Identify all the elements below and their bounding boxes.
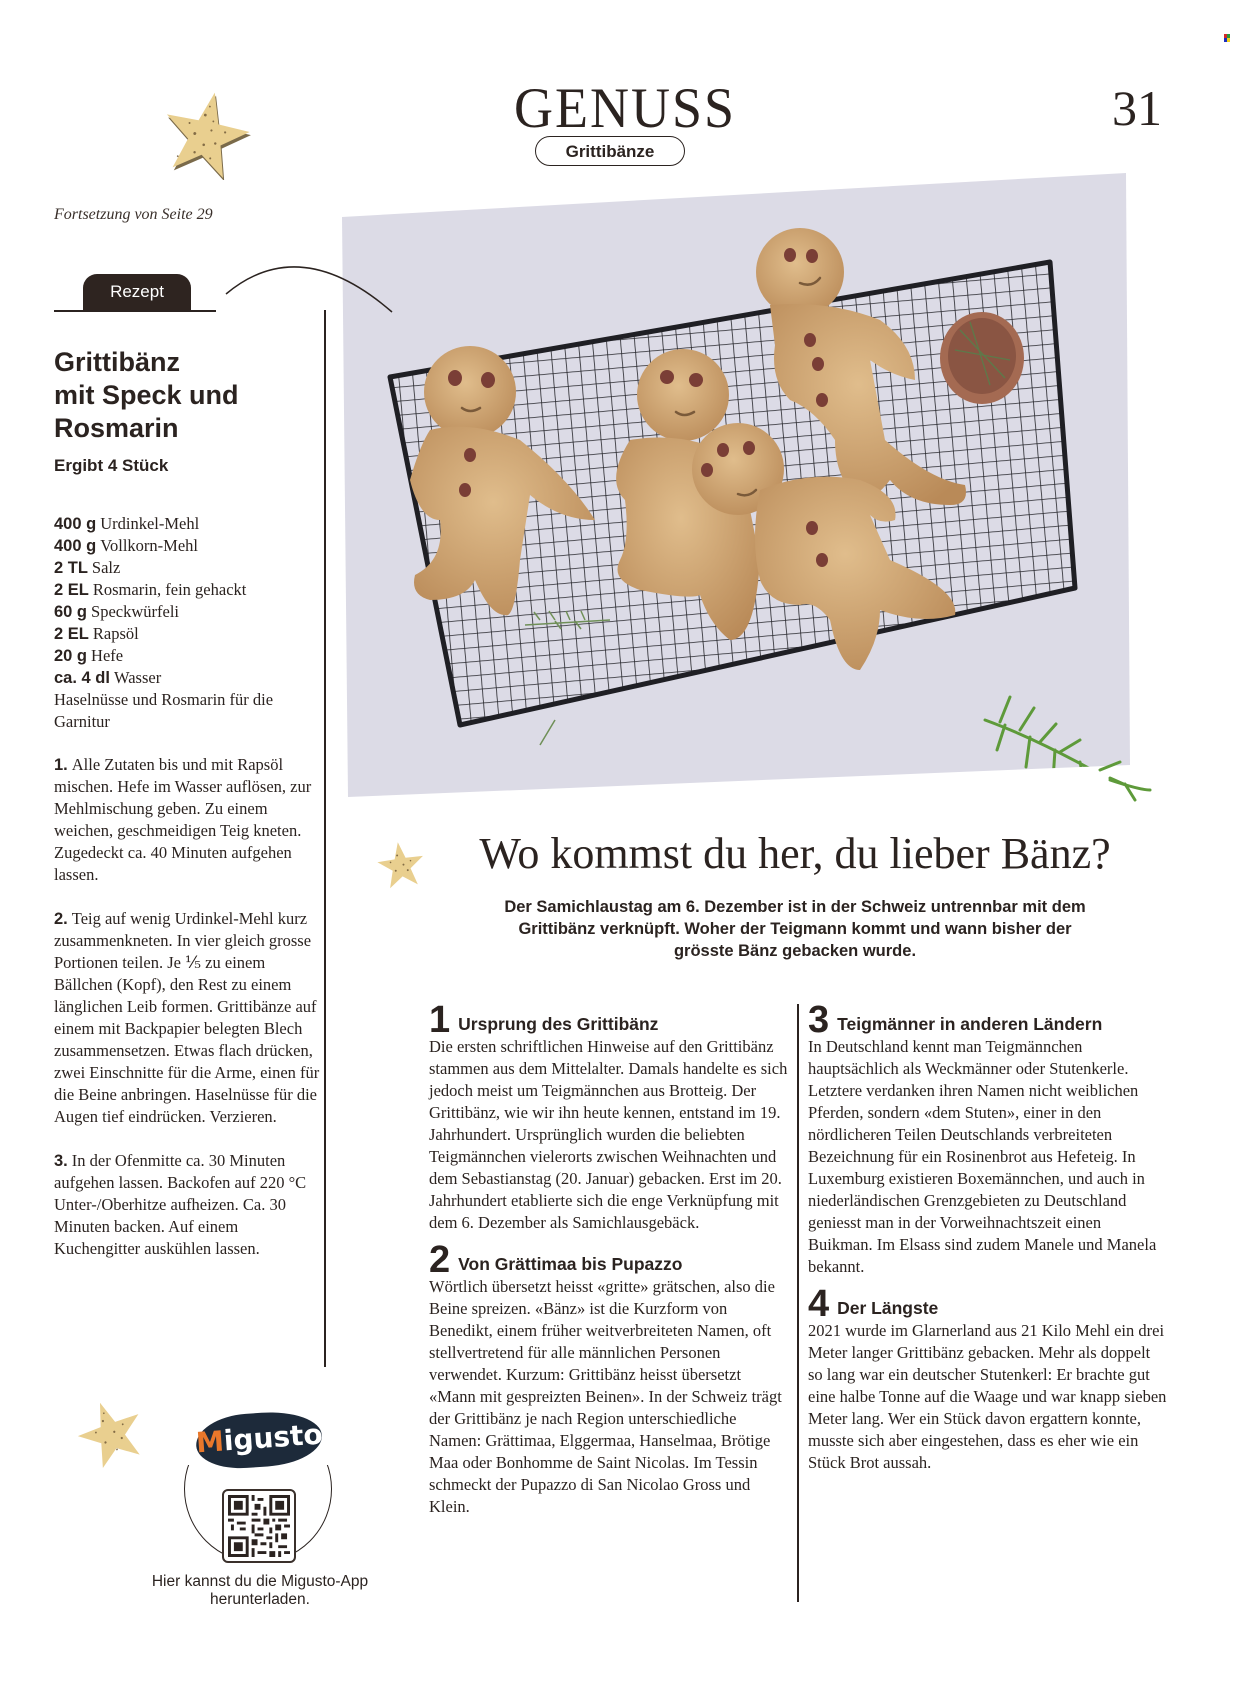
- ingredient-name: Hefe: [91, 646, 124, 665]
- recipe-step: [54, 908, 324, 1128]
- step-number: 1.: [54, 756, 68, 774]
- section-body: Die ersten schriftlichen Hinweise auf den Grittibänz stammen aus dem Mittelalter. Damals handelte es sich jedoch meist um Teigmännchen aus Brotteig. Der Grittibänz, wie wir ihn heute kennen, entstand im 19. Jahrhundert. Ursprünglich wurden die beliebten Teigmännchen vielerorts zwischen Weihnachten und dem Sebastianstag (20. Januar) gebacken. Erst im 20. Jahrhundert etablierte sich die enge Verknüpfung mit dem 6. Dezember als Samichlausgebäck.: [429, 1037, 788, 1232]
- recipe-title-line: Rosmarin: [54, 413, 179, 443]
- ingredient-item: [54, 557, 324, 579]
- ingredient-qty: 2 TL: [54, 559, 88, 577]
- article-column-left: [429, 999, 789, 1528]
- topic-tag: Grittibänze: [535, 136, 685, 166]
- section-number: 3: [808, 999, 830, 1041]
- recipe-tab: Rezept: [83, 274, 191, 310]
- section-number: 2: [429, 1239, 451, 1281]
- logo-letter: M: [194, 1424, 226, 1460]
- recipe-rule: [54, 310, 216, 312]
- ingredient-list: [54, 513, 324, 733]
- section-title: GENUSS: [513, 76, 737, 140]
- ingredient-item: [54, 535, 324, 557]
- recipe-title-line: mit Speck und: [54, 380, 239, 410]
- page-number: 31: [1112, 80, 1162, 136]
- ingredient-item: [54, 579, 324, 601]
- ingredient-name: Speckwürfeli: [91, 602, 180, 621]
- ingredient-item: [54, 623, 324, 645]
- article-headline: Wo kommst du her, du lieber Bänz?: [479, 829, 1111, 878]
- section-title: Ursprung des Grittibänz: [458, 1014, 659, 1034]
- ingredient-item: [54, 601, 324, 623]
- ingredient-name: Vollkorn-Mehl: [100, 536, 198, 555]
- section-body: In Deutschland kennt man Teigmännchen hauptsächlich als Weckmänner oder Stutenkerle. Letztere verdanken ihren Namen nicht weiblichen Pferden, sondern «dem Stuten», einer in den nördlicheren Teilen Deutschlands verbreiteten Bezeichnung für ein Rosinenbrot aus Hefeteig. In Luxemburg existieren Boxemännchen, und auch in niederländischen Grenzgebieten zu Deutschland geniesst man in der Vorweihnachtszeit einen Buikman. Im Elsass sind zudem Manele und Manela bekannt.: [808, 1037, 1157, 1276]
- ingredient-name: Wasser: [113, 668, 162, 687]
- star-icon: [160, 88, 252, 180]
- migusto-caption: Hier kannst du die Migusto-App herunterladen.: [151, 1573, 369, 1608]
- article-section: [429, 1239, 789, 1518]
- article-section: [429, 999, 789, 1234]
- ingredient-qty: 20 g: [54, 647, 88, 665]
- recipe-title-line: Grittibänz: [54, 347, 180, 377]
- ingredient-qty: 400 g: [54, 537, 97, 555]
- step-number: 3.: [54, 1152, 68, 1170]
- print-color-mark: [1224, 34, 1230, 42]
- section-number: 1: [429, 999, 451, 1041]
- recipe-step: [54, 1150, 324, 1260]
- section-title: Teigmänner in anderen Ländern: [837, 1014, 1103, 1034]
- ingredient-qty: 400 g: [54, 515, 97, 533]
- qr-code[interactable]: [222, 1489, 296, 1563]
- ingredient-item: [54, 645, 324, 667]
- ingredient-item: [54, 667, 324, 689]
- ingredient-name: Urdinkel-Mehl: [100, 514, 200, 533]
- ingredient-name: Salz: [91, 558, 121, 577]
- step-number: 2.: [54, 910, 68, 928]
- ingredient-name: Rapsöl: [92, 624, 139, 643]
- article-section: [808, 999, 1168, 1278]
- recipe-title: [54, 346, 314, 445]
- ingredient-name: Rosmarin, fein gehackt: [92, 580, 247, 599]
- logo-text: igusto: [222, 1417, 324, 1458]
- continuation-note: Fortsetzung von Seite 29: [54, 206, 213, 223]
- section-title: Der Längste: [837, 1298, 939, 1318]
- section-body: Wörtlich übersetzt heisst «gritte» grätschen, also die Beine spreizen. «Bänz» ist die Kurzform von Benedikt, einem früher weitverbreiteten Namen, oft stellvertretend für alle männlichen Personen verwendet. Kurzum: Grittibänz heisst übersetzt «Mann mit gespreizten Beinen». In der Schweiz trägt der Grittibänz je nach Region unterschiedliche Namen: Grättimaa, Elggermaa, Hanselmaa, Brötige Maa oder Bonhomme de Saint Nicolas. Im Tessin schmeckt der Pupazzo di San Nicolao Gross und Klein.: [429, 1277, 782, 1516]
- article-section: [808, 1283, 1168, 1474]
- article-lead: Der Samichlaustag am 6. Dezember ist in der Schweiz untrennbar mit dem Grittibänz verknüpft. Woher der Teigmann kommt und wann bisher der grösste Bänz gebacken wurde.: [504, 898, 1086, 960]
- ingredient-item: [54, 689, 324, 733]
- recipe-yield: Ergibt 4 Stück: [54, 456, 169, 475]
- ingredient-qty: 2 EL: [54, 581, 89, 599]
- recipe-steps: [54, 754, 324, 1282]
- step-text: In der Ofenmitte ca. 30 Minuten aufgehen lassen. Backofen auf 220 °C Unter-/Oberhitze aufheizen. Ca. 30 Minuten backen. Auf einem Kuchengitter auskühlen lassen.: [54, 1151, 307, 1258]
- section-title: Von Grättimaa bis Pupazzo: [458, 1254, 683, 1274]
- section-body: 2021 wurde im Glarnerland aus 21 Kilo Mehl ein drei Meter langer Grittibänz gebacken. Mehr als doppelt so lang war ein deutscher Stutenkerl: Er brachte gut eine halbe Tonne auf die Waage und war knapp sieben Meter lang. Wer ein Stück davon ergattern konnte, musste sich aber eingestehen, dass es eher wie ein Stück Brot aussah.: [808, 1321, 1167, 1472]
- qr-code-icon: [228, 1495, 290, 1557]
- ingredient-qty: 2 EL: [54, 625, 89, 643]
- ingredient-item: [54, 513, 324, 535]
- ingredient-name: Haselnüsse und Rosmarin für die Garnitur: [54, 690, 274, 731]
- ingredient-qty: ca. 4 dl: [54, 669, 110, 687]
- recipe-step: [54, 754, 324, 886]
- star-icon: [76, 1398, 146, 1468]
- column-divider: [797, 1004, 799, 1602]
- column-divider: [324, 310, 326, 1367]
- ingredient-qty: 60 g: [54, 603, 88, 621]
- step-text: Alle Zutaten bis und mit Rapsöl mischen. Hefe im Wasser auflösen, zur Mehlmischung geben. Zu einem weichen, geschmeidigen Teig kneten. Zugedeckt ca. 40 Minuten aufgehen lassen.: [54, 755, 312, 884]
- section-number: 4: [808, 1283, 830, 1325]
- step-text: Teig auf wenig Urdinkel-Mehl kurz zusammenkneten. In vier gleich grosse Portionen teilen. Je ⅕ zu einem Bällchen (Kopf), den Rest zu einem länglichen Leib formen. Grittibänze auf einem mit Backpapier belegten Blech zusammensetzen. Etwas flach drücken, zwei Einschnitte für die Arme, einen für die Beine anbringen. Haselnüsse für die Augen tief eindrücken. Verzieren.: [54, 909, 320, 1126]
- article-column-right: [808, 999, 1168, 1484]
